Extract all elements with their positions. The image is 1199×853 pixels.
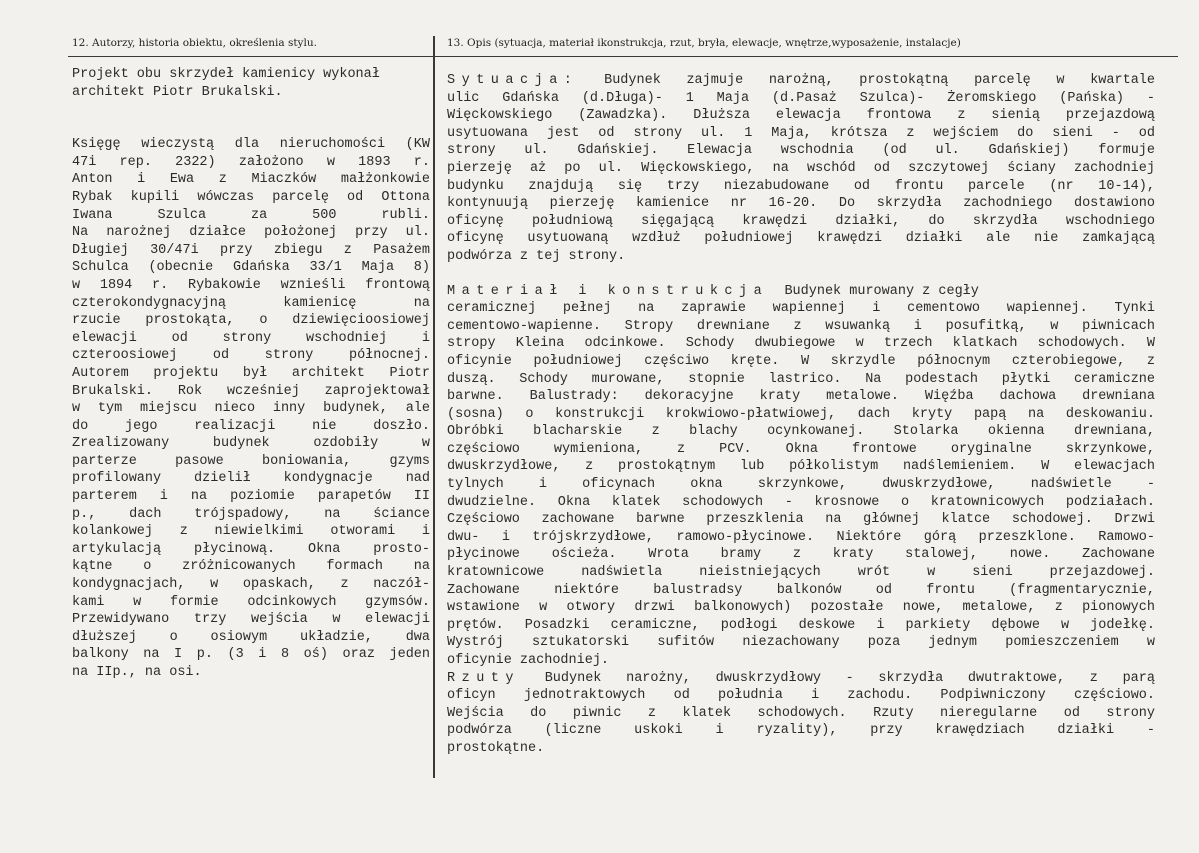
text-line: oficyn jednotraktowych od południa i zachodu. Podpiwniczony częściowo. [447, 688, 1155, 704]
text-line: Częściowo zachowane barwne przeszklenia na głównej klatce schodowej. Drzwi [447, 512, 1155, 528]
text-line: 47i rep. 2322) założono w 1893 r. [72, 154, 430, 170]
text-line: kami w formie odcinkowych gzymsów. [72, 594, 430, 610]
text-line: czteroosiowej od strony północnej. [72, 348, 430, 364]
text-line: do jego realizacji nie doszło. [72, 418, 430, 434]
text-line: kontynuują pierzeję kamienice nr 16-20. Do skrzydła zachodniego dostawiono [447, 196, 1155, 212]
text-line: dwu- i trójskrzydłowe, ramowo-płycinowe. Niektóre górą przeszklone. Ramowo- [447, 529, 1155, 545]
text-line: oficynę usytuowaną wzdłuż południowej krawędzi działki ale nie zamkającą [447, 231, 1155, 247]
text-line: duszą. Schody murowane, stopnie lastrico. Na podestach płytki ceramiczne [447, 371, 1155, 387]
text-line: pierzeję aż po ul. Więckowskiego, na wschód od szczytowej ściany zachodniej [447, 160, 1155, 176]
text-line: Anton i Ewa z Miaczków małżonkowie [72, 172, 430, 188]
text-line: w tym miejscu nieco inny budynek, ale [72, 401, 430, 417]
text-line: kątne o zróżnicowanych formach na [72, 559, 430, 575]
text-line: dwudzielne. Okna klatek schodowych - krosnowe o kratownicowych podziałach. [447, 494, 1155, 510]
text-line: Sytuacja: Budynek zajmuje narożną, prostokątną parcelę w kwartale [447, 73, 1155, 88]
text-line: stropy Kleina odcinkowe. Schody dwubiegowe w trzech klatkach schodowych. W [447, 336, 1155, 352]
text-line: budynku znajdują się trzy niezabudowane od frontu parcele (nr 10-14), [447, 178, 1155, 194]
text-line: Brukalski. Rok wcześniej zaprojektował [72, 383, 430, 399]
text-line: ulic Gdańska (d.Długa)- 1 Maja (d.Pasaż Szulca)- Żeromskiego (Pańska) - [447, 90, 1155, 106]
text-line: Projekt obu skrzydeł kamienicy wykonał [72, 67, 380, 82]
text-line: Schulca (obecnie Gdańska 33/1 Maja 8) [72, 260, 430, 276]
text-line: p., dach trójspadowy, na ściance [72, 506, 430, 522]
text-line: oficynie południowej częściwo kręte. W skrzydle północnym czterobiegowe, z [447, 353, 1155, 369]
text-line: czterokondygnacyjną kamienicę na [72, 295, 430, 311]
column-divider [433, 36, 435, 778]
text-line: prętów. Posadzki ceramiczne, podłogi deskowe i parkiety dębowe w jodełkę. [447, 617, 1155, 633]
text-line: podwórza (liczne uskoki i ryzality), przy krawędziach działki - [447, 723, 1155, 739]
material-label: Materiał i konstrukcja [447, 283, 769, 299]
text-line: na IIp., na osi. [72, 665, 202, 680]
text-line: Wejścia do piwnic z klatek schodowych. Rzuty nieregularne od strony [447, 705, 1155, 721]
text-line: usytuowana jest od strony ul. 1 Maja, krótsza z wejściem do sieni - od [447, 125, 1155, 141]
text-line: tylnych i oficynach okna skrzynkowe, dwuskrzydłowe, nadświetle - [447, 477, 1155, 493]
text-line: parterem i na poziomie parapetów II [72, 489, 430, 505]
text-line: architekt Piotr Brukalski. [72, 84, 283, 100]
description-column [447, 72, 1155, 758]
text-line: cementowo-wapienne. Stropy drewniane z wsuwanką i posufitką, w piwnicach [447, 318, 1155, 334]
sytuacja-label: Sytuacja: [447, 73, 579, 88]
text-line: dłuższej o osiowym układzie, dwa [72, 629, 430, 645]
authors-history-column [72, 66, 430, 682]
text-line: kondygnacjach, w opaskach, z naczół- [72, 577, 430, 593]
text-line: Wystrój sztukatorski sufitów niezachowany poza jednym pomieszczeniem w [447, 635, 1155, 651]
text-line: płycinowe ościeża. Wrota bramy z kraty stalowej, nowe. Zachowane [447, 547, 1155, 563]
text-line: Obróbki blacharskie z blachy ocynkowanej. Stolarka okienna drewniana, [447, 424, 1155, 440]
text-line: Materiał i konstrukcja Budynek murowany z cegły [447, 283, 979, 299]
text-line: Rzuty Budynek narożny, dwuskrzydłowy - skrzydła dwutraktowe, z parą [447, 670, 1155, 686]
text-line: dwuskrzydłowe, z prostokątnym lub półkolistym nadślemieniem. W elewacjach [447, 459, 1155, 475]
text-line: prostokątne. [447, 740, 545, 756]
text-line: oficynę południową sięgającą krawędzi działki, do skrzydła wschodniego [447, 213, 1155, 229]
text-line: Rybak kupili wówczas parcelę od Ottona [72, 189, 430, 205]
text-line: podwórza z tej strony. [447, 248, 626, 264]
text-line: Zachowane niektóre balustradsy balkonów od frontu (fragmentarycznie, [447, 582, 1155, 598]
text-line: artykulacją płycinową. Okna prosto- [72, 541, 430, 557]
text-line: Księgę wieczystą dla nieruchomości (KW [72, 137, 430, 153]
text-line: profilowany dzielił kondygnacje nad [72, 471, 430, 487]
text-line: Zrealizowany budynek ozdobiły w [72, 436, 430, 452]
header-divider [68, 56, 1178, 57]
rzuty-section [447, 670, 1155, 758]
text-line: Przewidywano trzy wejścia w elewacji [72, 612, 430, 628]
text-line: Autorem projektu był architekt Piotr [72, 365, 430, 381]
text-line: Na narożnej działce położonej przy ul. [72, 225, 430, 241]
text-line: Iwana Szulca za 500 rubli. [72, 207, 430, 223]
text-line: wstawione w otwory drzwi balkonowych) pozostałe nowe, metalowe, z pionowych [447, 600, 1155, 616]
text-line: elewacji od strony wschodniej i [72, 330, 430, 346]
text-line: Więckowskiego (Zawadzka). Dłuższa elewacja frontowa z sienią przejazdową [447, 108, 1155, 124]
text-line: Długiej 30/47i przy zbiegu z Pasażem [72, 242, 430, 258]
text-line: barwne. Balustrady: dekoracyjne kraty metalowe. Więźba dachowa drewniana [447, 389, 1155, 405]
text-line: kolankowej z niewielkimi otworami i [72, 524, 430, 540]
header-authors-history: 12. Autorzy, historia obiektu, określenia stylu. [72, 37, 317, 49]
authors-paragraph [72, 66, 430, 101]
rzuty-label: Rzuty [447, 670, 521, 686]
text-line: oficynie zachodniej. [447, 653, 610, 668]
text-line: kratownicowe nadświetla nieistniejących wrót w sieni przejazdowej. [447, 565, 1155, 581]
text-line: w 1894 r. Rybakowie wznieśli frontową [72, 277, 430, 293]
header-description: 13. Opis (sytuacja, materiał ikonstrukcja, rzut, bryła, elewacje, wnętrze,wyposażenie, instalacje) [447, 37, 961, 49]
text-line: balkony na I p. (3 i 8 oś) oraz jeden [72, 647, 430, 663]
text-line: parterze pasowe boniowania, gzyms [72, 453, 430, 469]
text-line: strony ul. Gdańskiej. Elewacja wschodnia (od ul. Gdańskiej) formuje [447, 143, 1155, 159]
history-paragraph [72, 136, 430, 681]
sytuacja-section [447, 72, 1155, 266]
text-line: ceramicznej pełnej na zaprawie wapiennej i cementowo wapiennej. Tynki [447, 301, 1155, 317]
text-line: częściowo wymieniona, z PCV. Okna frontowe oryginalne skrzynkowe, [447, 441, 1155, 457]
material-section [447, 283, 1155, 670]
text-line: rzucie prostokąta, o dziewięcioosiowej [72, 313, 430, 329]
text-line: (sosna) o konstrukcji krokwiowo-płatwiowej, dach kryty papą na deskowaniu. [447, 406, 1155, 422]
